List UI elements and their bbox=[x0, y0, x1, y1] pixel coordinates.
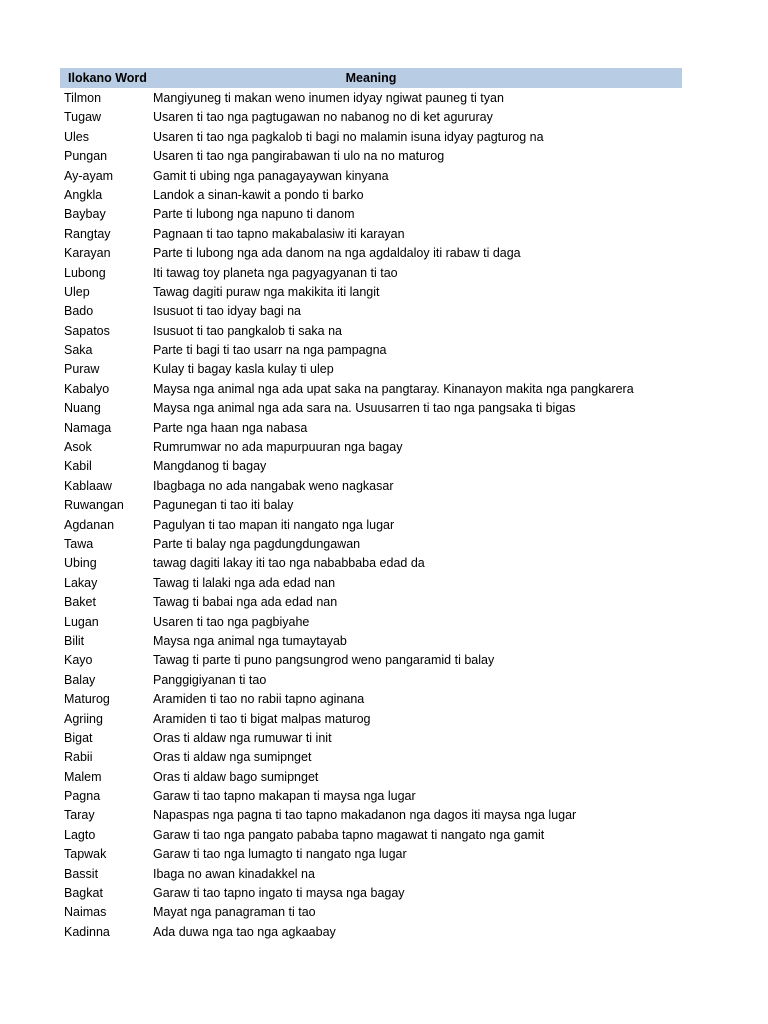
table-row bbox=[60, 457, 682, 476]
ilokano-word-cell: Angkla bbox=[64, 187, 103, 202]
ilokano-word-cell: Kadinna bbox=[64, 924, 110, 939]
table-body bbox=[60, 89, 682, 942]
meaning-cell: Aramiden ti tao ti bigat malpas maturog bbox=[153, 711, 371, 726]
meaning-cell: Garaw ti tao nga lumagto ti nangato nga lugar bbox=[153, 847, 407, 862]
meaning-cell: Usaren ti tao nga pagtugawan no nabanog no di ket agururay bbox=[153, 110, 493, 125]
ilokano-word-cell: Taray bbox=[64, 808, 95, 823]
vocabulary-table bbox=[60, 68, 682, 942]
ilokano-word-cell: Ruwangan bbox=[64, 498, 124, 513]
meaning-cell: Maysa nga animal nga tumaytayab bbox=[153, 633, 347, 648]
meaning-cell: Pagunegan ti tao iti balay bbox=[153, 498, 294, 513]
table-row bbox=[60, 360, 682, 379]
ilokano-word-cell: Naimas bbox=[64, 905, 107, 920]
table-row bbox=[60, 225, 682, 244]
meaning-cell: Garaw ti tao nga pangato pababa tapno magawat ti nangato nga gamit bbox=[153, 827, 545, 842]
ilokano-word-cell: Sapatos bbox=[64, 323, 110, 338]
ilokano-word-cell: Saka bbox=[64, 343, 93, 358]
ilokano-word-cell: Ay-ayam bbox=[64, 168, 114, 183]
table-row bbox=[60, 147, 682, 166]
ilokano-word-cell: Kablaaw bbox=[64, 478, 112, 493]
meaning-cell: Parte ti lubong nga ada danom na nga agdaldaloy iti rabaw ti daga bbox=[153, 246, 521, 261]
table-row bbox=[60, 438, 682, 457]
table-row bbox=[60, 380, 682, 399]
ilokano-word-cell: Baybay bbox=[64, 207, 106, 222]
meaning-cell: Maysa nga animal nga ada upat saka na pangtaray. Kinanayon makita nga pangkarera bbox=[153, 381, 634, 396]
ilokano-word-cell: Tilmon bbox=[64, 91, 102, 105]
meaning-cell: Isusuot ti tao idyay bagi na bbox=[153, 304, 302, 319]
ilokano-word-cell: Bigat bbox=[64, 730, 93, 745]
ilokano-word-cell: Bilit bbox=[64, 633, 85, 648]
ilokano-word-cell: Ulep bbox=[64, 284, 90, 299]
ilokano-word-cell: Agriing bbox=[64, 711, 103, 726]
ilokano-word-cell: Kayo bbox=[64, 653, 93, 668]
meaning-cell: Kulay ti bagay kasla kulay ti ulep bbox=[153, 362, 334, 377]
meaning-cell: Ada duwa nga tao nga agkaabay bbox=[153, 924, 336, 939]
meaning-cell: Oras ti aldaw nga sumipnget bbox=[153, 750, 312, 765]
meaning-cell: Tawag dagiti puraw nga makikita iti langit bbox=[153, 284, 380, 299]
table-row bbox=[60, 186, 682, 205]
ilokano-word-cell: Pungan bbox=[64, 149, 108, 164]
table-row bbox=[60, 903, 682, 922]
ilokano-word-cell: Lakay bbox=[64, 575, 98, 590]
ilokano-word-cell: Ubing bbox=[64, 556, 97, 571]
meaning-cell: Isusuot ti tao pangkalob ti saka na bbox=[153, 323, 343, 338]
ilokano-word-cell: Agdanan bbox=[64, 517, 115, 532]
meaning-cell: Maysa nga animal nga ada sara na. Usuusarren ti tao nga pangsaka ti bigas bbox=[153, 401, 576, 416]
meaning-cell: Landok a sinan-kawit a pondo ti barko bbox=[153, 187, 364, 202]
table-header bbox=[60, 68, 682, 88]
meaning-cell: Garaw ti tao tapno ingato ti maysa nga bagay bbox=[153, 886, 405, 901]
header-ilokano-word: Ilokano Word bbox=[68, 71, 147, 85]
meaning-cell: Mangiyuneg ti makan weno inumen idyay ngiwat pauneg ti tyan bbox=[153, 91, 504, 105]
table-row bbox=[60, 806, 682, 825]
ilokano-word-cell: Tugaw bbox=[64, 110, 102, 125]
table-row bbox=[60, 167, 682, 186]
meaning-cell: Parte ti bagi ti tao usarr na nga pampagna bbox=[153, 343, 387, 358]
meaning-cell: Parte ti balay nga pagdungdungawan bbox=[153, 536, 361, 551]
ilokano-word-cell: Malem bbox=[64, 769, 102, 784]
table-row bbox=[60, 865, 682, 884]
meaning-cell: Garaw ti tao tapno makapan ti maysa nga lugar bbox=[153, 789, 416, 804]
ilokano-word-cell: Karayan bbox=[64, 246, 111, 261]
ilokano-word-cell: Baket bbox=[64, 595, 96, 610]
ilokano-word-cell: Namaga bbox=[64, 420, 112, 435]
meaning-cell: Usaren ti tao nga pagkalob ti bagi no malamin isuna idyay pagturog na bbox=[153, 129, 544, 144]
table-row bbox=[60, 845, 682, 864]
ilokano-word-cell: Asok bbox=[64, 440, 92, 455]
meaning-cell: Pagulyan ti tao mapan iti nangato nga lugar bbox=[153, 517, 395, 532]
table-row bbox=[60, 826, 682, 845]
ilokano-word-cell: Bagkat bbox=[64, 886, 103, 901]
table-row bbox=[60, 651, 682, 670]
ilokano-word-cell: Rangtay bbox=[64, 226, 111, 241]
table-row bbox=[60, 128, 682, 147]
table-row bbox=[60, 399, 682, 418]
ilokano-word-cell: Pagna bbox=[64, 789, 101, 804]
meaning-cell: Parte ti lubong nga napuno ti danom bbox=[153, 207, 355, 222]
meaning-cell: Rumrumwar no ada mapurpuuran nga bagay bbox=[153, 440, 403, 455]
header-meaning: Meaning bbox=[345, 71, 397, 85]
meaning-cell: Napaspas nga pagna ti tao tapno makadanon nga dagos iti maysa nga lugar bbox=[153, 808, 577, 823]
ilokano-word-cell: Maturog bbox=[64, 692, 110, 707]
table-row bbox=[60, 264, 682, 283]
table-row bbox=[60, 205, 682, 224]
table-row bbox=[60, 593, 682, 612]
table-row bbox=[60, 477, 682, 496]
table-row bbox=[60, 322, 682, 341]
table-row bbox=[60, 632, 682, 651]
table-row bbox=[60, 710, 682, 729]
table-row bbox=[60, 923, 682, 942]
table-row bbox=[60, 341, 682, 360]
ilokano-word-cell: Kabalyo bbox=[64, 381, 110, 396]
ilokano-word-cell: Bassit bbox=[64, 866, 99, 881]
table-row bbox=[60, 729, 682, 748]
meaning-cell: Aramiden ti tao no rabii tapno aginana bbox=[153, 692, 365, 707]
ilokano-word-cell: Puraw bbox=[64, 362, 100, 377]
ilokano-word-cell: Bado bbox=[64, 304, 94, 319]
table-row bbox=[60, 748, 682, 767]
table-row bbox=[60, 302, 682, 321]
ilokano-word-cell: Tapwak bbox=[64, 847, 107, 862]
ilokano-word-cell: Lubong bbox=[64, 265, 106, 280]
meaning-cell: Oras ti aldaw bago sumipnget bbox=[153, 769, 319, 784]
ilokano-word-cell: Ules bbox=[64, 129, 90, 144]
meaning-cell: Ibagbaga no ada nangabak weno nagkasar bbox=[153, 478, 394, 493]
table-row bbox=[60, 884, 682, 903]
meaning-cell: Gamit ti ubing nga panagayaywan kinyana bbox=[153, 168, 389, 183]
ilokano-word-cell: Tawa bbox=[64, 536, 94, 551]
table-row bbox=[60, 690, 682, 709]
meaning-cell: tawag dagiti lakay iti tao nga nababbaba edad da bbox=[153, 556, 425, 571]
ilokano-word-cell: Rabii bbox=[64, 750, 93, 765]
table-row bbox=[60, 671, 682, 690]
table-row bbox=[60, 283, 682, 302]
meaning-cell: Pagnaan ti tao tapno makabalasiw iti karayan bbox=[153, 226, 405, 241]
meaning-cell: Tawag ti lalaki nga ada edad nan bbox=[153, 575, 336, 590]
table-row bbox=[60, 554, 682, 573]
table-row bbox=[60, 535, 682, 554]
meaning-cell: Tawag ti babai nga ada edad nan bbox=[153, 595, 338, 610]
ilokano-word-cell: Lugan bbox=[64, 614, 99, 629]
table-row bbox=[60, 613, 682, 632]
meaning-cell: Usaren ti tao nga pangirabawan ti ulo na no maturog bbox=[153, 149, 445, 164]
meaning-cell: Mayat nga panagraman ti tao bbox=[153, 905, 316, 920]
table-row bbox=[60, 496, 682, 515]
meaning-cell: Parte nga haan nga nabasa bbox=[153, 420, 308, 435]
meaning-cell: Ibaga no awan kinadakkel na bbox=[153, 866, 315, 881]
meaning-cell: Mangdanog ti bagay bbox=[153, 459, 267, 474]
table-row bbox=[60, 108, 682, 127]
table-row bbox=[60, 244, 682, 263]
ilokano-word-cell: Kabil bbox=[64, 459, 92, 474]
ilokano-word-cell: Balay bbox=[64, 672, 96, 687]
table-row bbox=[60, 419, 682, 438]
ilokano-word-cell: Lagto bbox=[64, 827, 96, 842]
meaning-cell: Panggigiyanan ti tao bbox=[153, 672, 267, 687]
meaning-cell: Iti tawag toy planeta nga pagyagyanan ti tao bbox=[153, 265, 398, 280]
meaning-cell: Oras ti aldaw nga rumuwar ti init bbox=[153, 730, 332, 745]
table-row bbox=[60, 89, 682, 108]
meaning-cell: Usaren ti tao nga pagbiyahe bbox=[153, 614, 310, 629]
meaning-cell: Tawag ti parte ti puno pangsungrod weno pangaramid ti balay bbox=[153, 653, 495, 668]
table-row bbox=[60, 768, 682, 787]
table-row bbox=[60, 516, 682, 535]
table-row bbox=[60, 574, 682, 593]
table-row bbox=[60, 787, 682, 806]
ilokano-word-cell: Nuang bbox=[64, 401, 101, 416]
